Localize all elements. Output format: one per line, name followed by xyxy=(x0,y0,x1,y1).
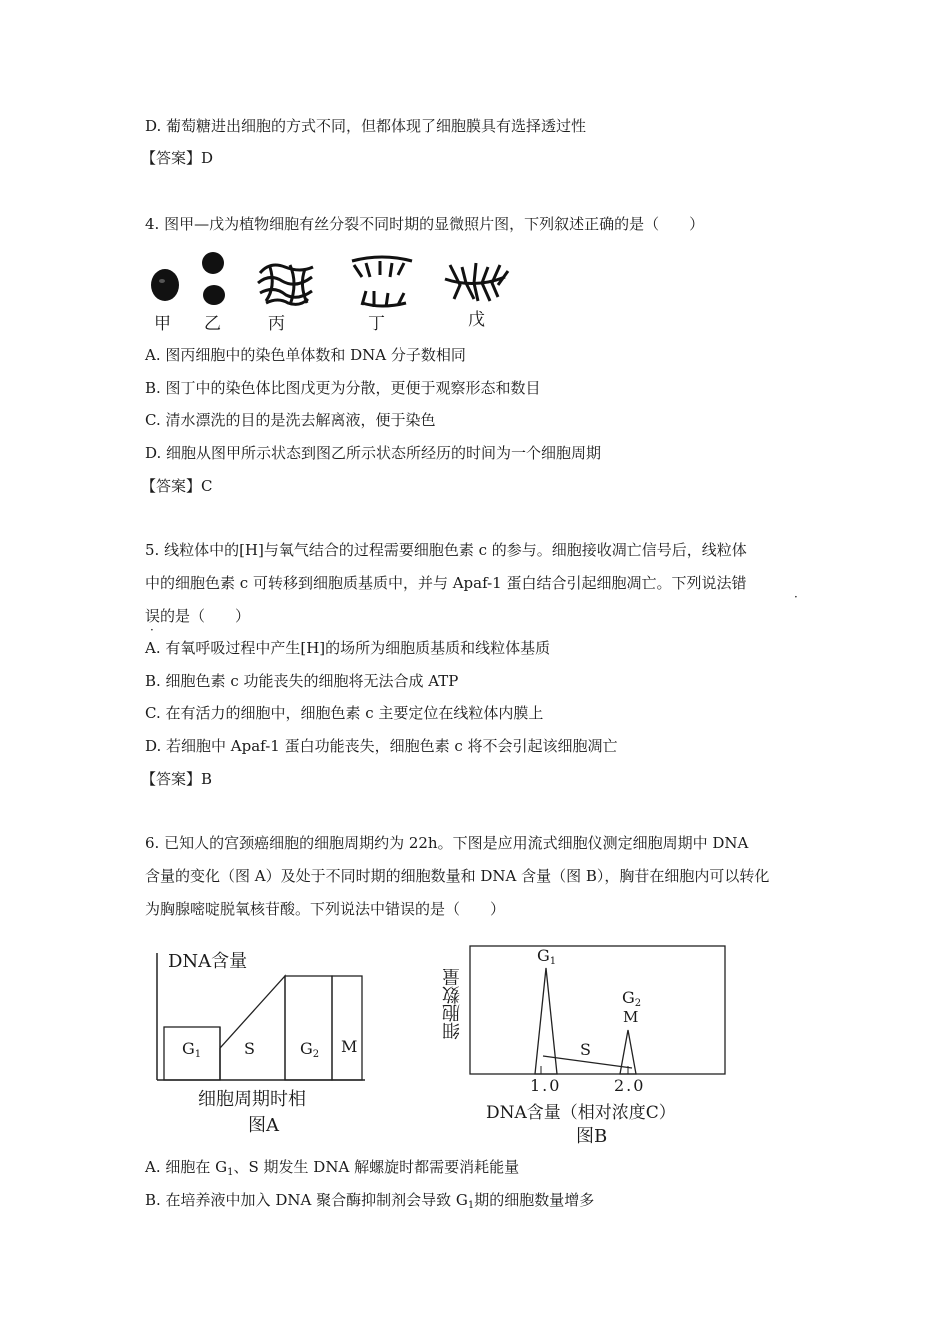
q5-stem-line2: 中的细胞色素 c 可转移到细胞质基质中，并与 Apaf-1 蛋白结合引起细胞凋亡。下列说法错 xyxy=(145,574,747,592)
q4-option-d: D. 细胞从图甲所示状态到图乙所示状态所经历的时间为一个细胞周期 xyxy=(145,444,602,462)
figure-b-ylabel: 细胞数量 xyxy=(442,968,463,1040)
q6-stem-line3: 为胸腺嘧啶脱氧核苷酸。下列说法中错误的是（ ） xyxy=(145,900,506,918)
q6-stem-line2: 含量的变化（图 A）及处于不同时期的细胞数量和 DNA 含量（图 B），胸苷在细胞内可以转化 xyxy=(145,867,770,885)
emphasis-dot: · xyxy=(150,623,154,637)
q6-option-a: A. 细胞在 $G_1$、S 期发生 DNA 解螺旋时都需要消耗能量 xyxy=(145,1158,520,1178)
q5-stem-line1: 5. 线粒体中的[H]与氧气结合的过程需要细胞色素 c 的参与。细胞接收凋亡信号后，线粒体 xyxy=(145,541,747,559)
figure-a-xlabel: 细胞周期时相 xyxy=(198,1089,306,1110)
q4-answer: 【答案】C xyxy=(141,477,213,495)
phase-box-s xyxy=(220,976,285,1080)
figure-a-ylabel: DNA含量 xyxy=(168,951,248,972)
figure-b-xlabel: DNA含量（相对浓度C） xyxy=(486,1103,676,1123)
figure-b-peak1-label: $G_1$ xyxy=(537,946,557,967)
figure-a-phase-m: M xyxy=(341,1037,358,1056)
micrograph-label-ding: 丁 xyxy=(368,314,385,334)
figure-a-phase-s: S xyxy=(244,1039,255,1058)
q3-answer: 【答案】D xyxy=(141,149,214,167)
q5-option-c: C. 在有活力的细胞中，细胞色素 c 主要定位在线粒体内膜上 xyxy=(145,704,544,722)
q6-option-b: B. 在培养液中加入 DNA 聚合酶抑制剂会导致 $G_1$期的细胞数量增多 xyxy=(145,1191,595,1211)
figure-b-xtick-2: 2.0 xyxy=(614,1076,646,1095)
emphasis-dot: · xyxy=(794,590,798,604)
figure-b-s-label: S xyxy=(580,1040,591,1059)
mitosis-micrographs xyxy=(140,245,520,335)
figure-a-phase-g2: $G_2$ xyxy=(300,1039,320,1060)
q4-option-a: A. 图丙细胞中的染色单体数和 DNA 分子数相同 xyxy=(145,346,466,364)
figure-a xyxy=(150,945,380,1145)
figure-b-peak2-label: $G_2$ xyxy=(622,988,642,1009)
figure-b-caption: 图B xyxy=(576,1126,608,1147)
micrograph-label-wu: 戊 xyxy=(468,310,485,330)
micrograph-label-bing: 丙 xyxy=(268,314,285,334)
q4-option-c: C. 清水漂洗的目的是洗去解离液，便于染色 xyxy=(145,411,436,429)
micrograph-label-jia: 甲 xyxy=(154,314,171,334)
q4-option-b: B. 图丁中的染色体比图戊更为分散，更便于观察形态和数目 xyxy=(145,379,541,397)
figure-b xyxy=(440,938,730,1148)
figure-b-frame xyxy=(470,946,725,1074)
q5-stem-line3: 误的是（ ） xyxy=(145,607,251,625)
figure-b-xtick-1: 1.0 xyxy=(530,1076,562,1095)
q5-option-d: D. 若细胞中 Apaf-1 蛋白功能丧失，细胞色素 c 将不会引起该细胞凋亡 xyxy=(145,737,618,755)
q6-stem-line1: 6. 已知人的宫颈癌细胞的细胞周期约为 22h。下图是应用流式细胞仪测定细胞周期中 DNA xyxy=(145,834,749,852)
micrograph-label-yi: 乙 xyxy=(204,314,221,334)
q5-option-b: B. 细胞色素 c 功能丧失的细胞将无法合成 ATP xyxy=(145,672,459,690)
phase-box-m xyxy=(332,976,362,1080)
figure-a-phase-g1: $G_1$ xyxy=(182,1039,202,1060)
figure-b-peak2-m: M xyxy=(623,1008,639,1026)
peak-g1 xyxy=(535,968,557,1074)
phase-box-g2 xyxy=(285,976,332,1080)
q4-stem: 4. 图甲—戊为植物细胞有丝分裂不同时期的显微照片图，下列叙述正确的是（ ） xyxy=(145,215,705,233)
q5-answer: 【答案】B xyxy=(141,770,213,788)
figure-a-caption: 图A xyxy=(248,1115,279,1136)
q5-option-a: A. 有氧呼吸过程中产生[H]的场所为细胞质基质和线粒体基质 xyxy=(145,639,551,657)
q3-option-d: D. 葡萄糖进出细胞的方式不同，但都体现了细胞膜具有选择透过性 xyxy=(145,117,587,135)
